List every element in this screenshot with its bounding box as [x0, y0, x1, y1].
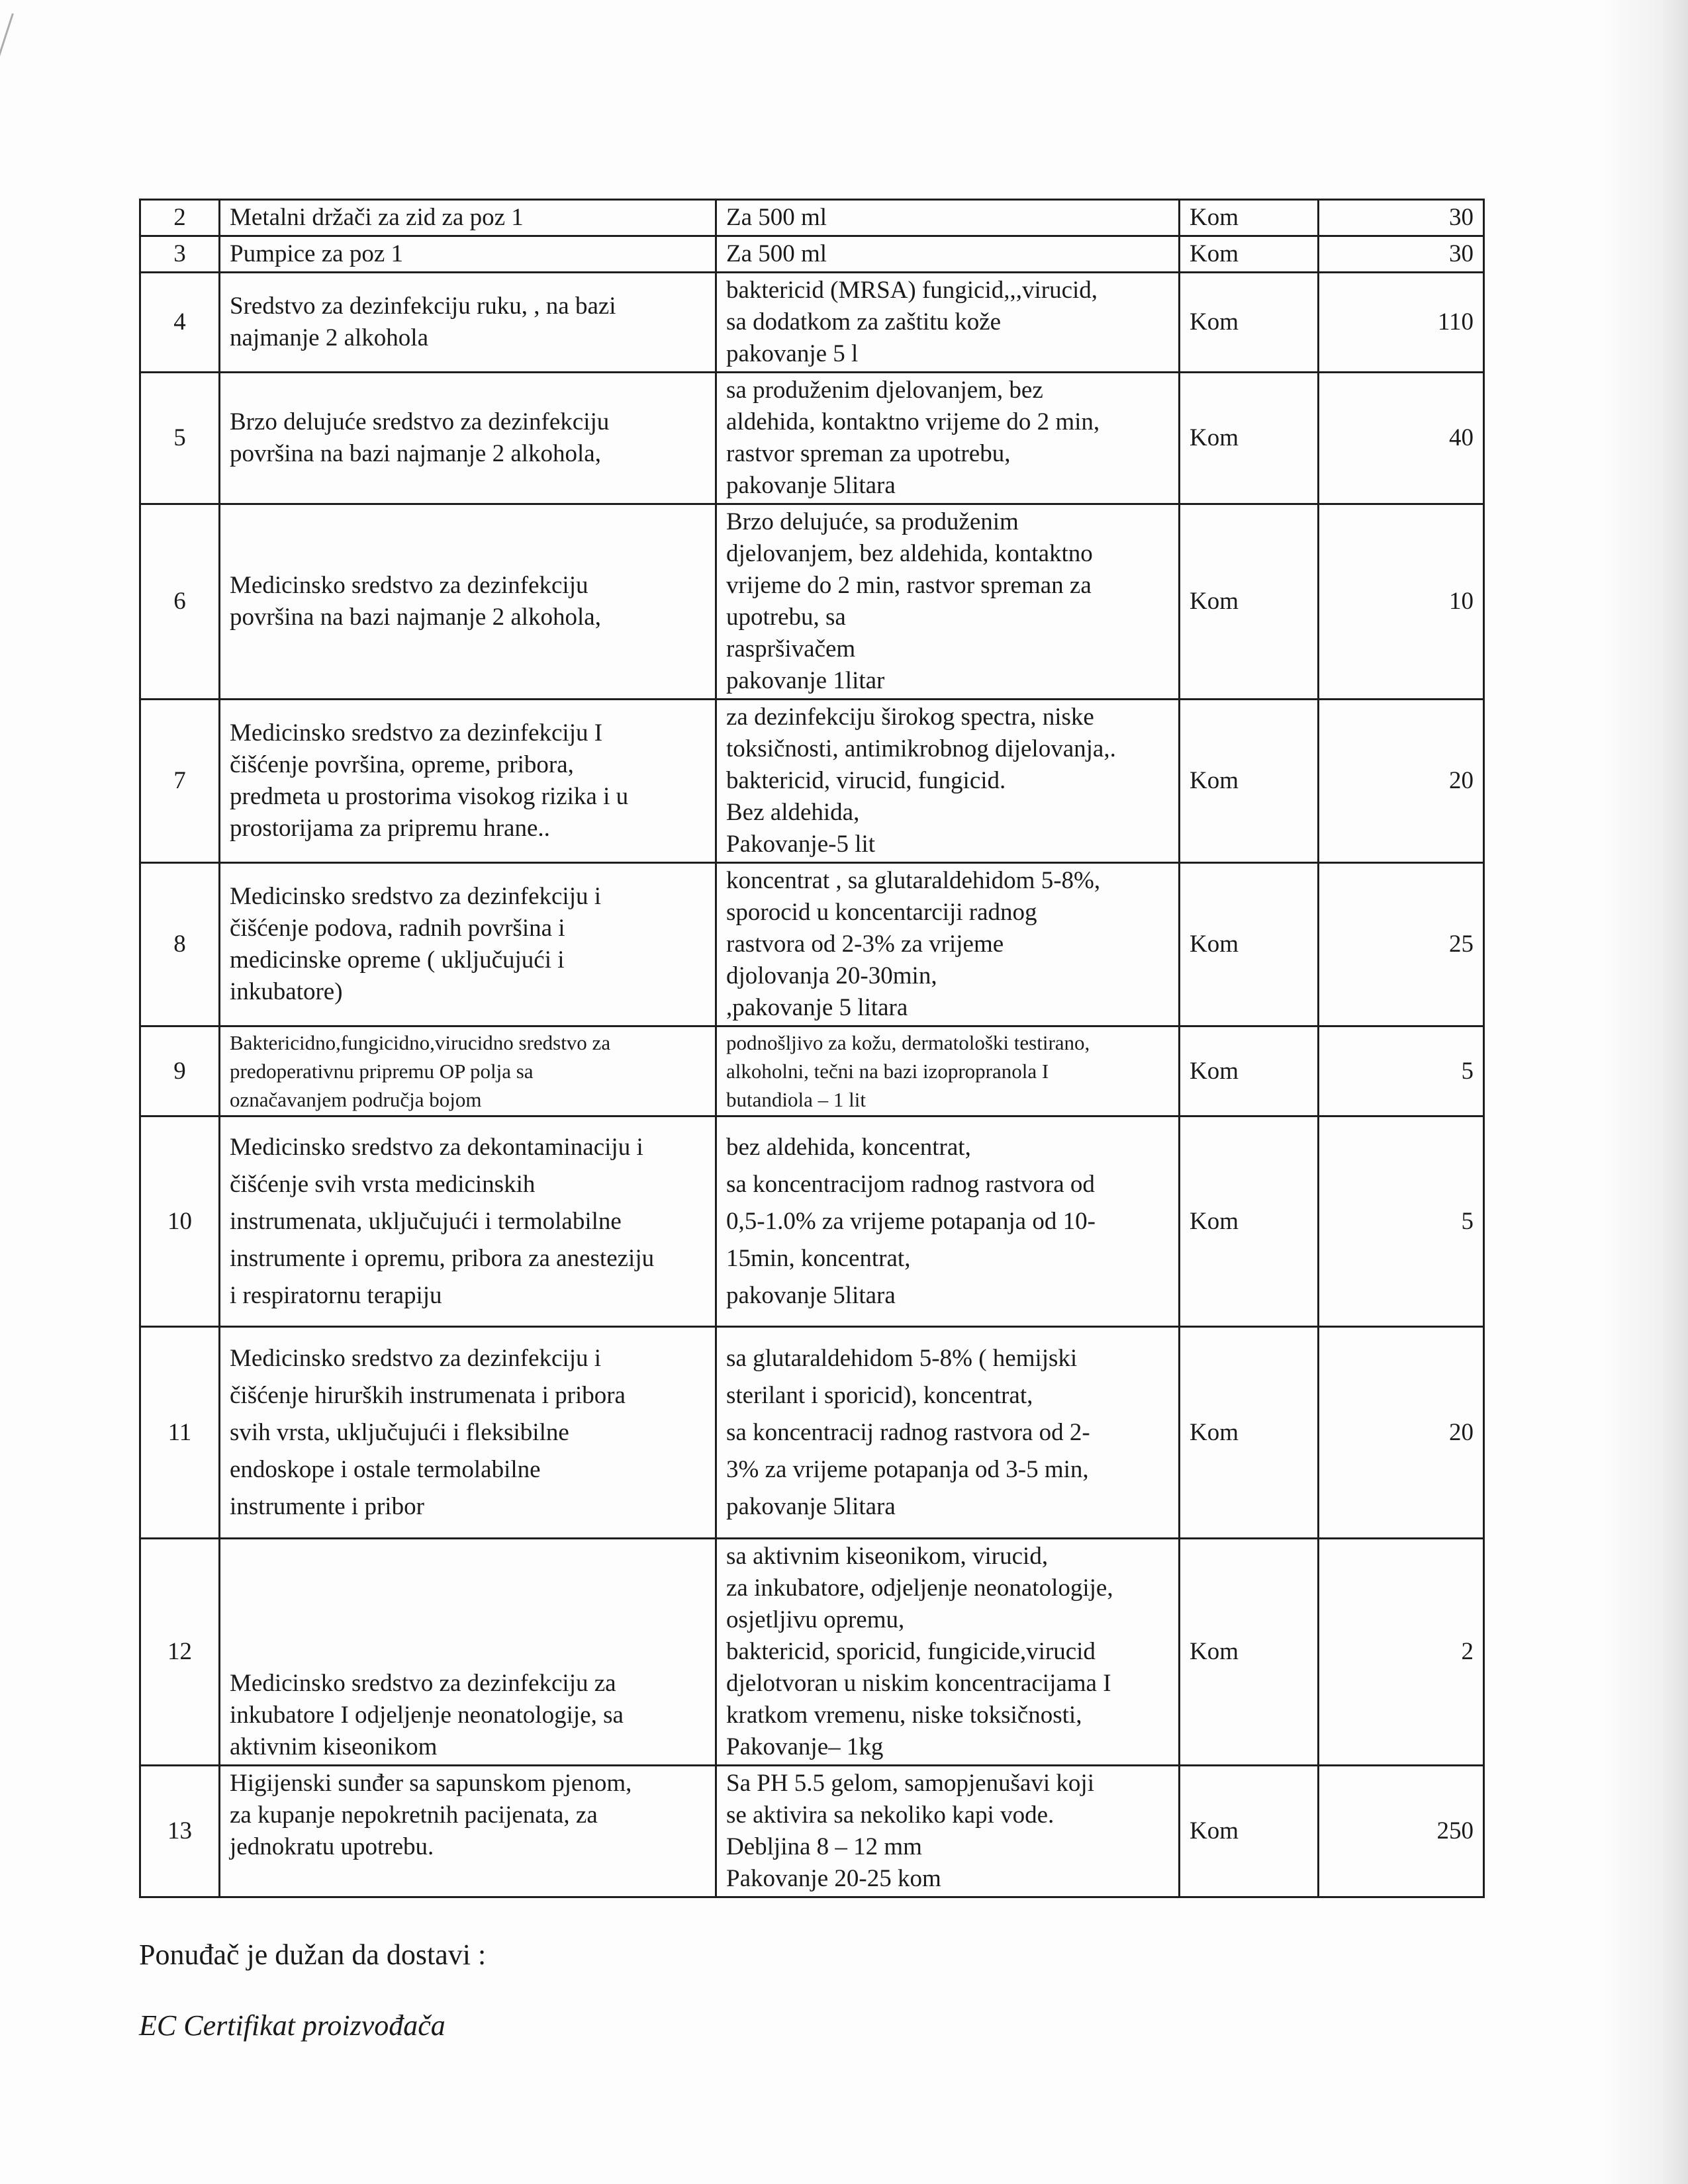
row-number: 4 — [140, 273, 220, 373]
item-unit: Kom — [1180, 1026, 1319, 1116]
table-row — [140, 863, 1484, 1026]
table-row — [140, 1766, 1484, 1897]
table-row — [140, 1116, 1484, 1327]
item-description: sa produženim djelovanjem, bez aldehida, kontaktno vrijeme do 2 min, rastvor spreman za upotrebu, pakovanje 5litara — [716, 373, 1180, 504]
item-description: sa glutaraldehidom 5-8% ( hemijski sterilant i sporicid), koncentrat, sa koncentracij radnog rastvora od 2- 3% za vrijeme potapanja od 3-5 min, pakovanje 5litara — [716, 1327, 1180, 1539]
row-number: 6 — [140, 504, 220, 700]
item-name: Medicinsko sredstvo za dezinfekciju I čišćenje površina, opreme, pribora, predmeta u prostorima visokog rizika i u prostorijama za pripremu hrane.. — [220, 700, 716, 863]
row-number: 10 — [140, 1116, 220, 1327]
item-name: Medicinsko sredstvo za dezinfekciju površina na bazi najmanje 2 alkohola, — [220, 504, 716, 700]
item-quantity: 30 — [1319, 200, 1484, 236]
item-name: Medicinsko sredstvo za dezinfekciju za inkubatore I odjeljenje neonatologije, sa aktivnim kiseonikom — [220, 1539, 716, 1766]
row-number: 13 — [140, 1766, 220, 1897]
item-unit: Kom — [1180, 200, 1319, 236]
item-name: Brzo delujuće sredstvo za dezinfekciju površina na bazi najmanje 2 alkohola, — [220, 373, 716, 504]
item-quantity: 30 — [1319, 236, 1484, 273]
item-description: Za 500 ml — [716, 200, 1180, 236]
item-description: sa aktivnim kiseonikom, virucid, za inkubatore, odjeljenje neonatologije, osjetljivu opremu, baktericid, sporicid, fungicide,virucid djelotvoran u niskim koncentracijama I kratkom vremenu, niske toksičnosti, Pakovanje– 1kg — [716, 1539, 1180, 1766]
item-unit: Kom — [1180, 236, 1319, 273]
item-unit: Kom — [1180, 1116, 1319, 1327]
table-row — [140, 373, 1484, 504]
row-number: 11 — [140, 1327, 220, 1539]
item-quantity: 110 — [1319, 273, 1484, 373]
item-name: Sredstvo za dezinfekciju ruku, , na bazi najmanje 2 alkohola — [220, 273, 716, 373]
item-quantity: 2 — [1319, 1539, 1484, 1766]
item-name: Medicinsko sredstvo za dezinfekciju i čišćenje podova, radnih površina i medicinske opreme ( uključujući i inkubatore) — [220, 863, 716, 1026]
item-quantity: 20 — [1319, 1327, 1484, 1539]
row-number: 7 — [140, 700, 220, 863]
scan-mark — [0, 13, 18, 204]
item-quantity: 5 — [1319, 1116, 1484, 1327]
item-description: koncentrat , sa glutaraldehidom 5-8%, sporocid u koncentarciji radnog rastvora od 2-3% za vrijeme djolovanja 20-30min, ,pakovanje 5 litara — [716, 863, 1180, 1026]
row-number: 2 — [140, 200, 220, 236]
row-number: 9 — [140, 1026, 220, 1116]
item-name: Pumpice za poz 1 — [220, 236, 716, 273]
item-unit: Kom — [1180, 1766, 1319, 1897]
table-row — [140, 1327, 1484, 1539]
item-unit: Kom — [1180, 700, 1319, 863]
item-description: podnošljivo za kožu, dermatološki testirano, alkoholni, tečni na bazi izopropranola I butandiola – 1 lit — [716, 1026, 1180, 1116]
item-name: Medicinsko sredstvo za dezinfekciju i čišćenje hirurških instrumenata i pribora svih vrsta, uključujući i fleksibilne endoskope i ostale termolabilne instrumente i pribor — [220, 1327, 716, 1539]
item-quantity: 25 — [1319, 863, 1484, 1026]
item-unit: Kom — [1180, 1539, 1319, 1766]
item-quantity: 20 — [1319, 700, 1484, 863]
table-row — [140, 1026, 1484, 1116]
item-unit: Kom — [1180, 863, 1319, 1026]
items-table — [139, 199, 1485, 1898]
item-unit: Kom — [1180, 273, 1319, 373]
row-number: 12 — [140, 1539, 220, 1766]
item-description: Za 500 ml — [716, 236, 1180, 273]
item-quantity: 250 — [1319, 1766, 1484, 1897]
item-description: Brzo delujuće, sa produženim djelovanjem, bez aldehida, kontaktno vrijeme do 2 min, rastvor spreman za upotrebu, sa raspršivačem pakovanje 1litar — [716, 504, 1180, 700]
item-description: za dezinfekciju širokog spectra, niske toksičnosti, antimikrobnog dijelovanja,. baktericid, virucid, fungicid. Bez aldehida, Pakovanje-5 lit — [716, 700, 1180, 863]
item-quantity: 40 — [1319, 373, 1484, 504]
item-name: Higijenski sunđer sa sapunskom pjenom, za kupanje nepokretnih pacijenata, za jednokratu upotrebu. — [220, 1766, 716, 1897]
item-description: bez aldehida, koncentrat, sa koncentracijom radnog rastvora od 0,5-1.0% za vrijeme potapanja od 10- 15min, koncentrat, pakovanje 5litara — [716, 1116, 1180, 1327]
table-row — [140, 236, 1484, 273]
certificate-requirement-text: EC Certifikat proizvođača — [139, 2009, 445, 2042]
row-number: 3 — [140, 236, 220, 273]
item-description: baktericid (MRSA) fungicid,,,virucid, sa dodatkom za zaštitu kože pakovanje 5 l — [716, 273, 1180, 373]
item-quantity: 10 — [1319, 504, 1484, 700]
item-unit: Kom — [1180, 373, 1319, 504]
bidder-obligation-text: Ponuđač je dužan da dostavi : — [139, 1938, 487, 1971]
item-quantity: 5 — [1319, 1026, 1484, 1116]
item-unit: Kom — [1180, 504, 1319, 700]
item-name: Medicinsko sredstvo za dekontaminaciju i čišćenje svih vrsta medicinskih instrumenata, uključujući i termolabilne instrumente i opremu, pribora za anesteziju i respiratornu terapiju — [220, 1116, 716, 1327]
item-name: Metalni držači za zid za poz 1 — [220, 200, 716, 236]
row-number: 5 — [140, 373, 220, 504]
table-row — [140, 700, 1484, 863]
item-description: Sa PH 5.5 gelom, samopjenušavi koji se aktivira sa nekoliko kapi vode. Debljina 8 – 12 mm Pakovanje 20-25 kom — [716, 1766, 1180, 1897]
table-row — [140, 273, 1484, 373]
table-row — [140, 200, 1484, 236]
item-name: Baktericidno,fungicidno,virucidno sredstvo za predoperativnu pripremu OP polja sa označavanjem područja bojom — [220, 1026, 716, 1116]
scan-shadow — [1602, 0, 1688, 2184]
table-row — [140, 504, 1484, 700]
table-row — [140, 1539, 1484, 1766]
row-number: 8 — [140, 863, 220, 1026]
item-unit: Kom — [1180, 1327, 1319, 1539]
